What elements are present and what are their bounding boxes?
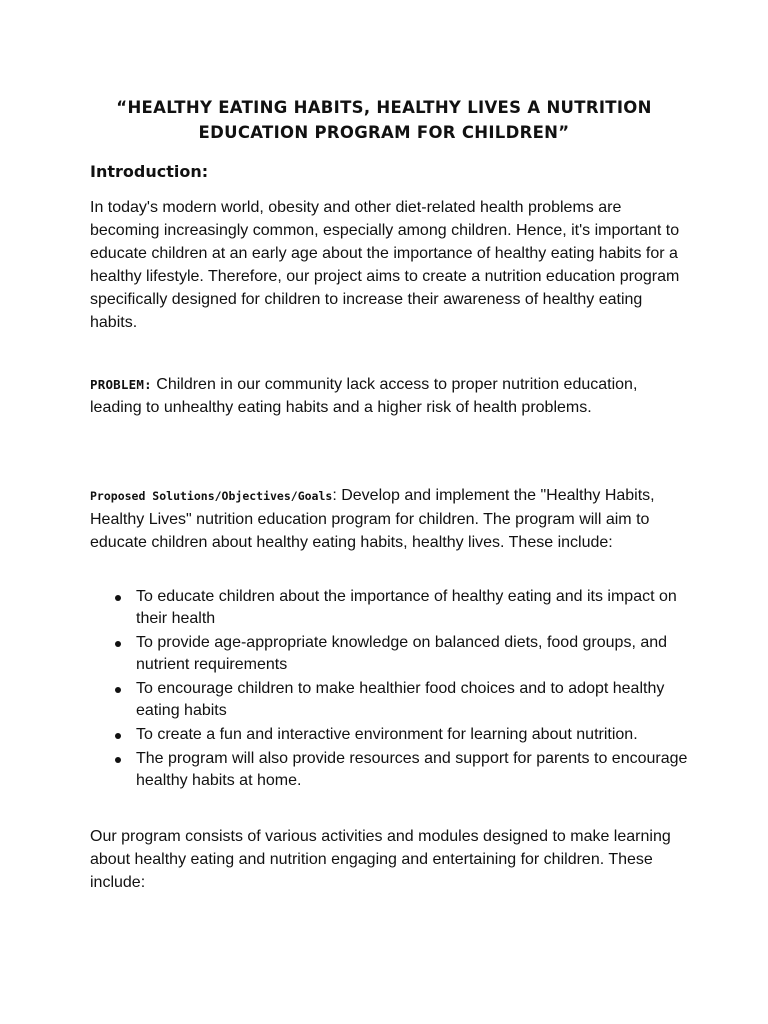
bullet-icon: [115, 595, 121, 601]
list-item-text: To create a fun and interactive environment for learning about nutrition.: [136, 726, 638, 743]
document-title: [60, 95, 708, 145]
problem-label: PROBLEM:: [90, 377, 152, 392]
list-item: [90, 632, 690, 676]
problem-text: Children in our community lack access to proper nutrition education, leading to unhealthy eating habits and a higher risk of health problems.: [90, 376, 638, 416]
bullet-icon: [115, 733, 121, 739]
closing-paragraph: Our program consists of various activities and modules designed to make learning about healthy eating and nutrition engaging and entertaining for children. These include:: [90, 828, 671, 891]
list-item-text: To encourage children to make healthier food choices and to adopt healthy eating habits: [136, 680, 665, 719]
list-item-text: To provide age-appropriate knowledge on balanced diets, food groups, and nutrient requirements: [136, 634, 668, 673]
problem-paragraph: [90, 373, 690, 419]
list-item-text: The program will also provide resources and support for parents to encourage healthy habits at home.: [136, 750, 688, 789]
bullet-icon: [115, 757, 121, 763]
solutions-paragraph: [90, 484, 690, 554]
title-line-2: EDUCATION PROGRAM FOR CHILDREN”: [198, 123, 570, 142]
list-item: [90, 724, 690, 746]
list-item: [90, 678, 690, 722]
introduction-paragraph: In today's modern world, obesity and other diet-related health problems are becoming increasingly common, especially among children. Hence, it's important to educate children at an early age about the importance of healthy eating habits for a healthy lifestyle. Therefore, our project aims to create a nutrition education program specifically designed for children to increase their awareness of healthy eating habits.: [90, 199, 680, 331]
list-item: [90, 748, 690, 792]
solutions-text: Develop and implement the "Healthy Habits, Healthy Lives" nutrition education program for children. The program will aim to educate children about healthy eating habits, healthy lives. These include:: [90, 487, 655, 551]
title-line-1: “HEALTHY EATING HABITS, HEALTHY LIVES A NUTRITION: [116, 98, 652, 117]
solutions-colon: :: [332, 487, 337, 504]
objectives-list: [90, 586, 690, 794]
solutions-label: Proposed Solutions/Objectives/Goals: [90, 489, 333, 503]
bullet-icon: [115, 687, 121, 693]
list-item: [90, 586, 690, 630]
list-item-text: To educate children about the importance of healthy eating and its impact on their health: [136, 588, 677, 627]
introduction-heading: Introduction:: [90, 162, 209, 181]
bullet-icon: [115, 641, 121, 647]
